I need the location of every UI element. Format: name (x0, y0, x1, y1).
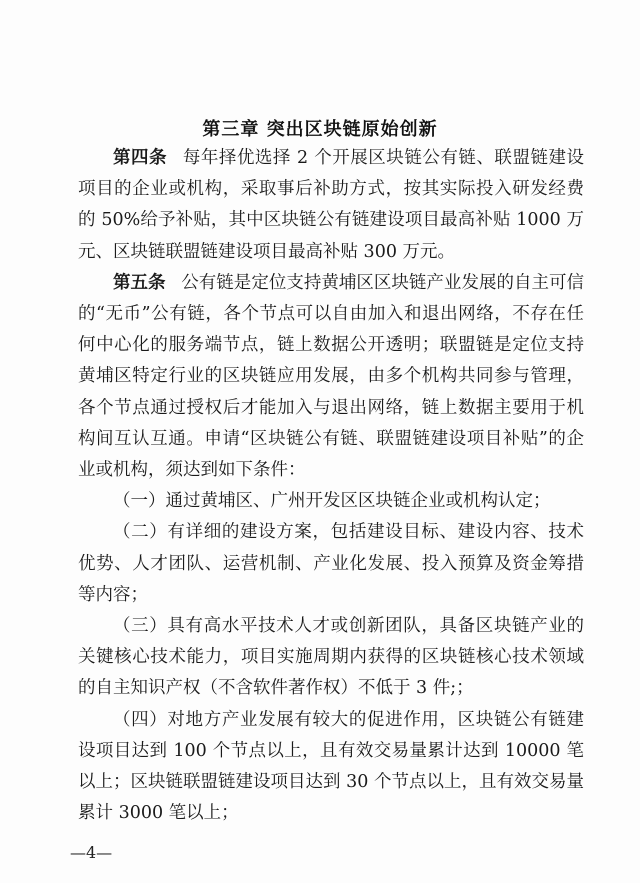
article-5-paragraph (78, 268, 584, 486)
article-4-paragraph (78, 143, 584, 268)
condition-item-3: （三）具有高水平技术人才或创新团队，具备区块链产业的关键核心技术能力，项目实施周期内获得的区块链核心技术领域的自主知识产权（不含软件著作权）不低于 3 件;； (78, 616, 584, 699)
page-number: —4— (70, 843, 113, 862)
condition-item-2: （二）有详细的建设方案，包括建设目标、建设内容、技术优势、人才团队、运营机制、产业化发展、投入预算及资金筹措等内容； (78, 522, 584, 605)
condition-item-4: （四）对地方产业发展有较大的促进作用，区块链公有链建设项目达到 100 个节点以上，且有效交易量累计达到 10000 笔以上；区块链联盟链建设项目达到 30 个节点以上，且有效交易量累计 3000 笔以上； (78, 709, 584, 824)
article-5-heading: 第五条 (113, 272, 166, 293)
article-5-text: 公有链是定位支持黄埔区区块链产业发展的自主可信的“无币”公有链，各个节点可以自由加入和退出网络，不存在任何中心化的服务端节点，链上数据公开透明；联盟链是定位支持黄埔区特定行业的区块链应用发展，由多个机构共同参与管理，各个节点通过授权后才能加入与退出网络，链上数据主要用于机构间互认互通。申请“区块链公有链、联盟链建设项目补贴”的企业或机构，须达到如下条件： (78, 272, 584, 481)
document-body (78, 143, 584, 829)
chapter-title: 第三章 突出区块链原始创新 (202, 119, 438, 140)
condition-item-1: （一）通过黄埔区、广州开发区区块链企业或机构认定； (113, 491, 551, 512)
article-4-text: 每年择优选择 2 个开展区块链公有链、联盟链建设项目的企业或机构，采取事后补助方式，按其实际投入研发经费的 50%给予补贴，其中区块链公有链建设项目最高补贴 1000 万元、区块链联盟链建设项目最高补贴 300 万元。 (78, 148, 584, 262)
article-4-heading: 第四条 (113, 148, 168, 168)
